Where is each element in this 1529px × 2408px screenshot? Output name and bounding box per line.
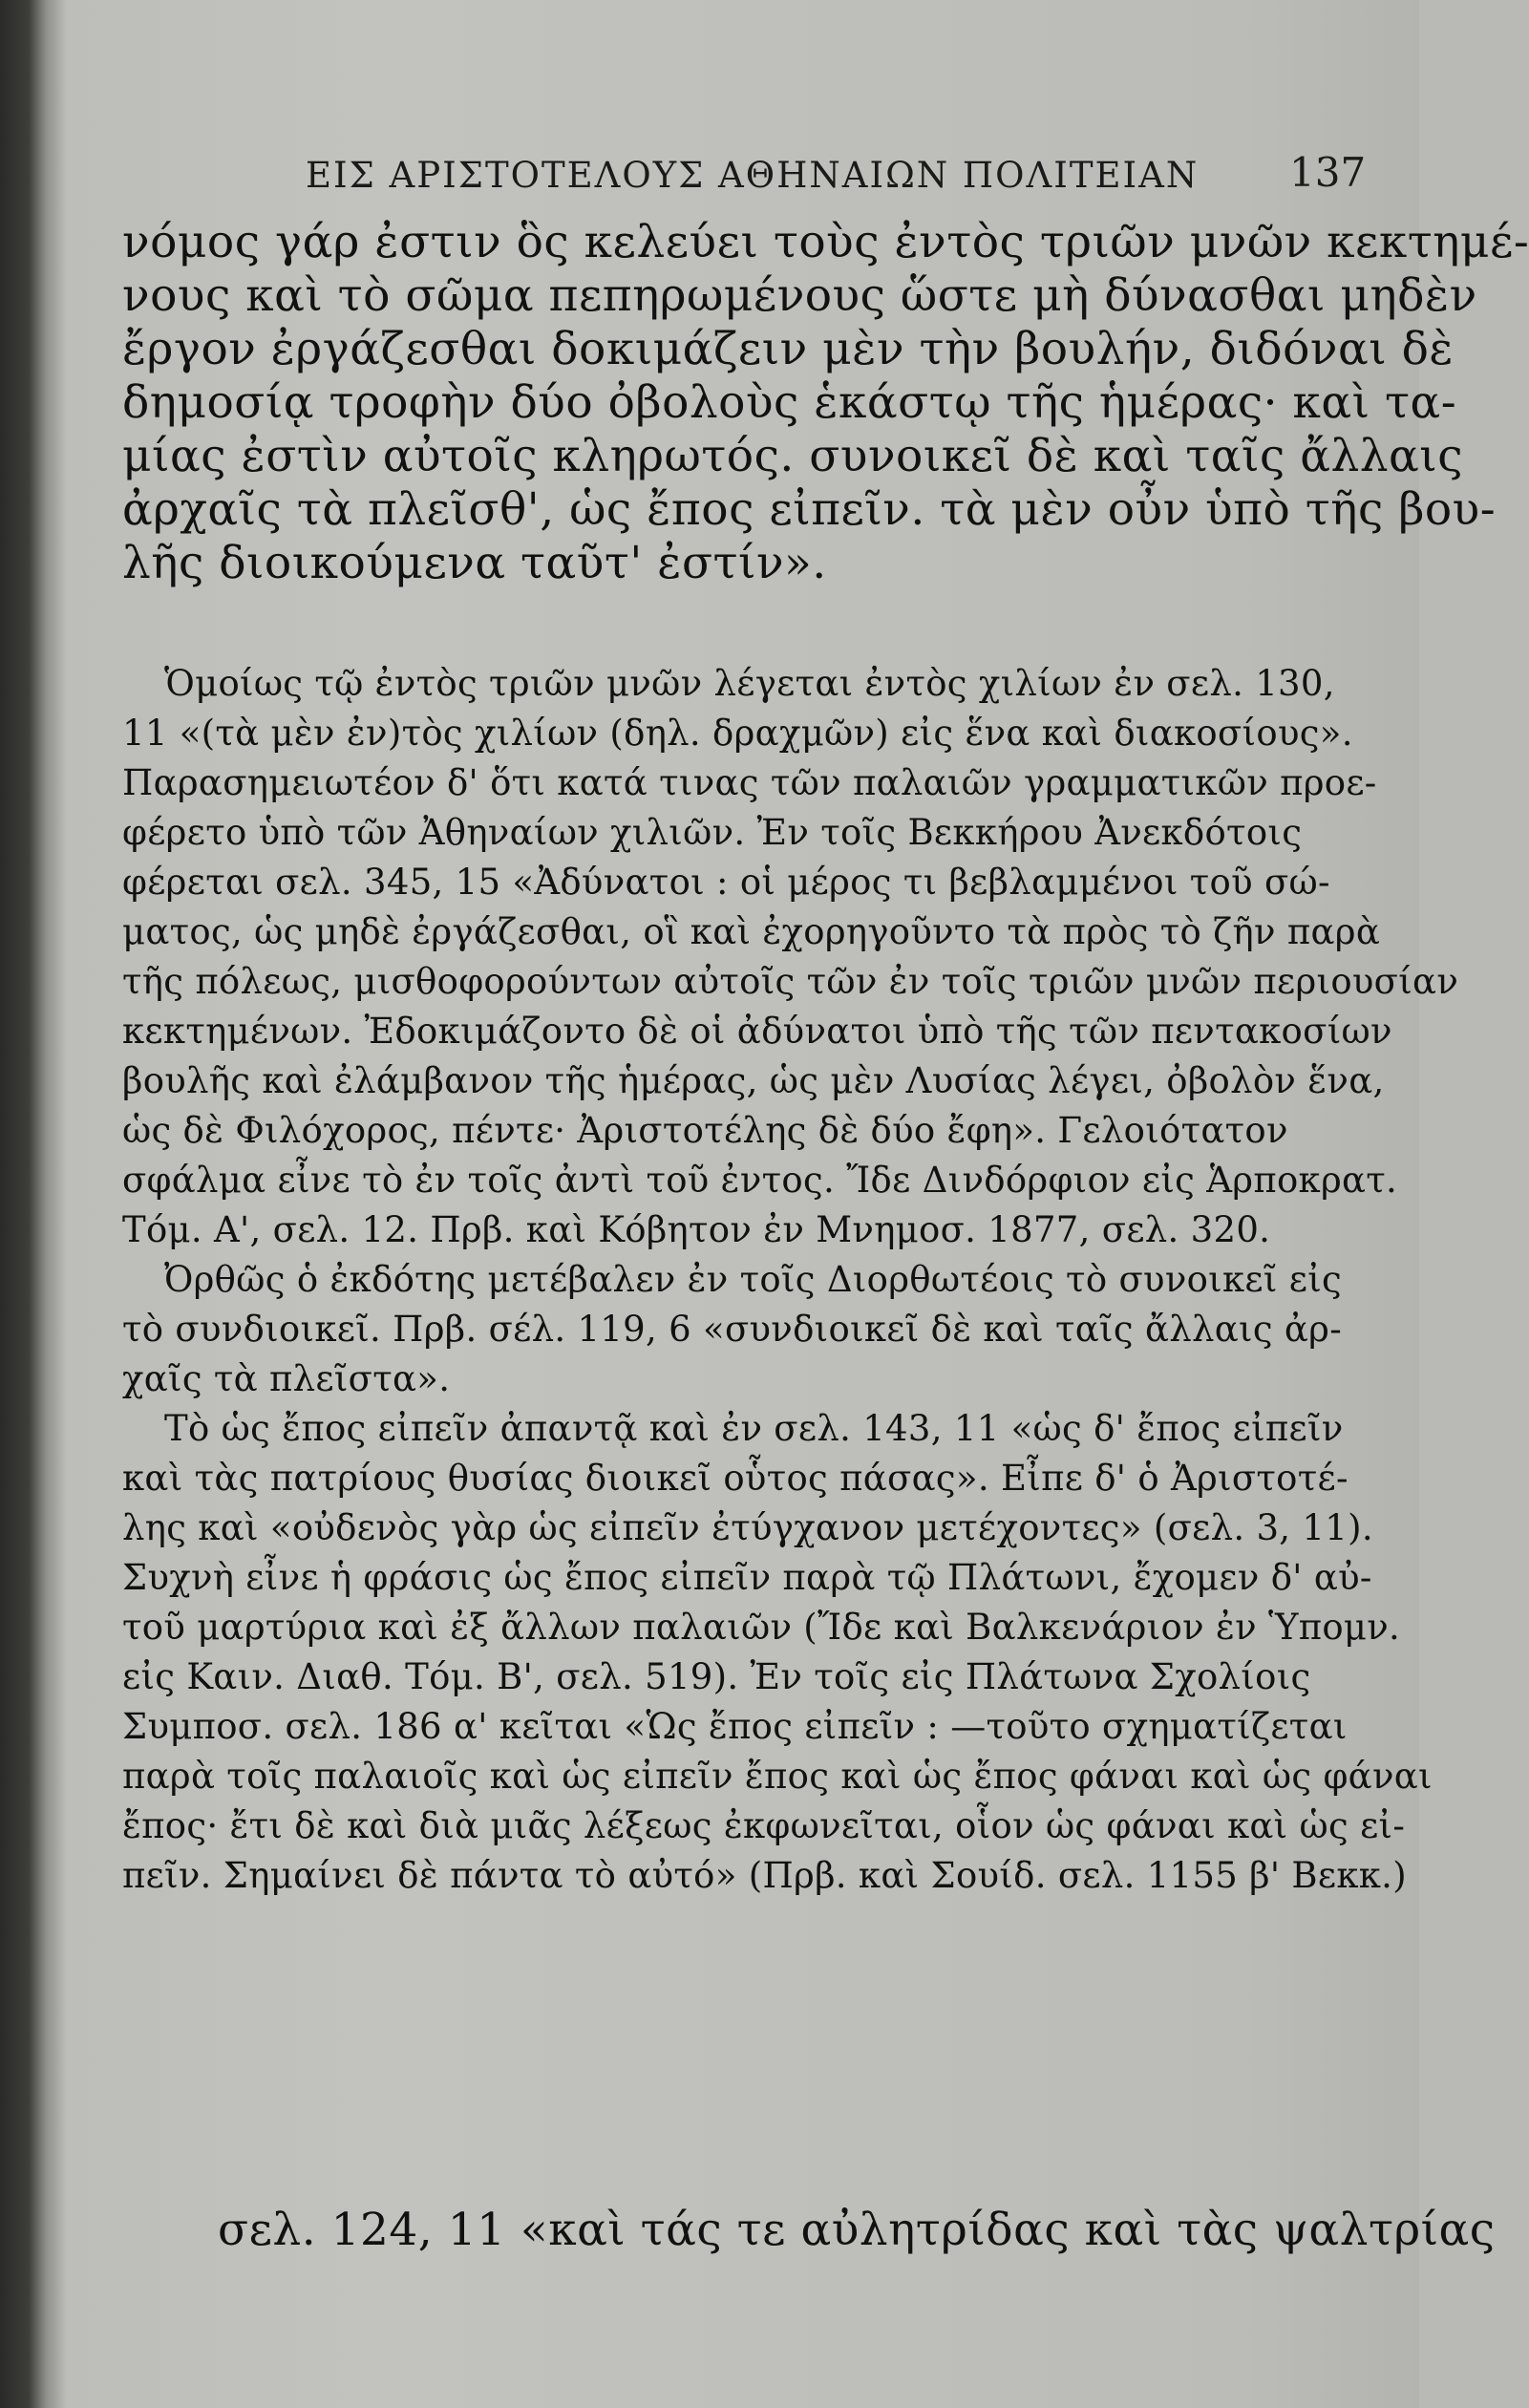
text-line: ὡς δὲ Φιλόχορος, πέντε· Ἀριστοτέλης δὲ δύο ἔφη». Γελοιότατον bbox=[122, 1110, 1288, 1151]
text-line: παρὰ τοῖς παλαιοῖς καὶ ὡς εἰπεῖν ἔπος καὶ ὡς ἔπος φάναι καὶ ὡς φάναι bbox=[122, 1756, 1433, 1797]
text-line: Ὀρθῶς ὁ ἐκδότης μετέβαλεν ἐν τοῖς Διορθωτέοις τὸ συνοικεῖ εἰς bbox=[164, 1259, 1343, 1300]
text-line: κεκτημένων. Ἐδοκιμάζοντο δὲ οἱ ἀδύνατοι ὑπὸ τῆς τῶν πεντακοσίων bbox=[122, 1011, 1392, 1052]
text-line: πεῖν. Σημαίνει δὲ πάντα τὸ αὐτό» (Πρβ. καὶ Σουίδ. σελ. 1155 β' Βεκκ.) bbox=[122, 1855, 1407, 1896]
text-line: σελ. 124, 11 «καὶ τάς τε αὐλητρίδας καὶ τὰς ψαλτρίας bbox=[218, 2204, 1496, 2256]
text-line: σφάλμα εἶνε τὸ ἐν τοῖς ἀντὶ τοῦ ἐντος. Ἴδε Δινδόρφιον εἰς Ἁρποκρατ. bbox=[122, 1160, 1398, 1201]
text-line: δημοσίᾳ τροφὴν δύο ὀβολοὺς ἑκάστῳ τῆς ἡμέρας· καὶ τα- bbox=[122, 376, 1457, 429]
quoted-passage bbox=[122, 216, 1529, 590]
text-line: ἔπος· ἔτι δὲ καὶ διὰ μιᾶς λέξεως ἐκφωνεῖται, οἷον ὡς φάναι καὶ ὡς εἰ- bbox=[122, 1805, 1406, 1846]
text-line: Τὸ ὡς ἔπος εἰπεῖν ἀπαντᾷ καὶ ἐν σελ. 143, 11 «ὡς δ' ἔπος εἰπεῖν bbox=[164, 1408, 1344, 1449]
text-line: χαῖς τὰ πλεῖστα». bbox=[122, 1358, 451, 1399]
text-line: Τόμ. Α', σελ. 12. Πρβ. καὶ Κόβητον ἐν Μνημοσ. 1877, σελ. 320. bbox=[122, 1209, 1271, 1250]
text-line: 11 «(τὰ μὲν ἐν)τὸς χιλίων (δηλ. δραχμῶν) εἰς ἕνα καὶ διακοσίους». bbox=[122, 713, 1353, 754]
text-line: ματος, ὡς μηδὲ ἐργάζεσθαι, οἳ καὶ ἐχορηγοῦντο τὰ πρὸς τὸ ζῆν παρὰ bbox=[122, 911, 1381, 952]
text-line: καὶ τὰς πατρίους θυσίας διοικεῖ οὗτος πάσας». Εἶπε δ' ὁ Ἀριστοτέ- bbox=[122, 1458, 1348, 1499]
text-line: βουλῆς καὶ ἐλάμβανον τῆς ἡμέρας, ὡς μὲν Λυσίας λέγει, ὀβολὸν ἕνα, bbox=[122, 1060, 1385, 1101]
next-citation bbox=[122, 2202, 1496, 2259]
text-line: ἀρχαῖς τὰ πλεῖσθ', ὡς ἔπος εἰπεῖν. τὰ μὲν οὖν ὑπὸ τῆς βου- bbox=[122, 483, 1497, 536]
text-line: ἔργον ἐργάζεσθαι δοκιμάζειν μὲν τὴν βουλήν, διδόναι δὲ bbox=[122, 323, 1455, 375]
running-title: ΕΙΣ ΑΡΙΣΤΟΤΕΛΟΥΣ ΑΘΗΝΑΙΩΝ ΠΟΛΙΤΕΙΑΝ bbox=[306, 155, 1200, 196]
text-line: Συμποσ. σελ. 186 α' κεῖται «Ὡς ἔπος εἰπεῖν : —τοῦτο σχηματίζεται bbox=[122, 1706, 1348, 1747]
text-line: φέρεται σελ. 345, 15 «Ἀδύνατοι : οἱ μέρος τι βεβλαμμένοι τοῦ σώ- bbox=[122, 862, 1330, 903]
text-line: Ὁμοίως τῷ ἐντὸς τριῶν μνῶν λέγεται ἐντὸς χιλίων ἐν σελ. 130, bbox=[164, 663, 1335, 704]
text-line: νους καὶ τὸ σῶμα πεπηρωμένους ὥστε μὴ δύνασθαι μηδὲν bbox=[122, 269, 1477, 322]
page-number: 137 bbox=[1289, 149, 1367, 196]
text-line: τῆς πόλεως, μισθοφορούντων αὐτοῖς τῶν ἐν τοῖς τριῶν μνῶν περιουσίαν bbox=[122, 961, 1459, 1002]
page-header bbox=[143, 143, 1367, 201]
text-line: νόμος γάρ ἐστιν ὃς κελεύει τοὺς ἐντὸς τριῶν μνῶν κεκτημέ- bbox=[122, 216, 1529, 268]
text-line: τὸ συνδιοικεῖ. Πρβ. σέλ. 119, 6 «συνδιοικεῖ δὲ καὶ ταῖς ἄλλαις ἀρ- bbox=[122, 1309, 1343, 1350]
text-line: μίας ἐστὶν αὐτοῖς κληρωτός. συνοικεῖ δὲ καὶ ταῖς ἄλλαις bbox=[122, 430, 1464, 482]
text-line: εἰς Καιν. Διαθ. Τόμ. Β', σελ. 519). Ἐν τοῖς εἰς Πλάτωνα Σχολίοις bbox=[122, 1656, 1311, 1697]
text-line: φέρετο ὑπὸ τῶν Ἀθηναίων χιλιῶν. Ἐν τοῖς Βεκκήρου Ἀνεκδότοις bbox=[122, 812, 1303, 853]
text-line: τοῦ μαρτύρια καὶ ἐξ ἄλλων παλαιῶν (Ἴδε καὶ Βαλκενάριον ἐν Ὑπομν. bbox=[122, 1607, 1401, 1648]
text-line: Παρασημειωτέον δ' ὅτι κατά τινας τῶν παλαιῶν γραμματικῶν προε- bbox=[122, 762, 1377, 803]
text-line: λης καὶ «οὐδενὸς γὰρ ὡς εἰπεῖν ἐτύγχανον μετέχοντες» (σελ. 3, 11). bbox=[122, 1507, 1373, 1548]
text-line: λῆς διοικούμενα ταῦτ' ἐστίν». bbox=[122, 537, 827, 589]
text-line: Συχνὴ εἶνε ἡ φράσις ὡς ἔπος εἰπεῖν παρὰ τῷ Πλάτωνι, ἔχομεν δ' αὐ- bbox=[122, 1557, 1372, 1598]
commentary bbox=[122, 659, 1459, 1901]
